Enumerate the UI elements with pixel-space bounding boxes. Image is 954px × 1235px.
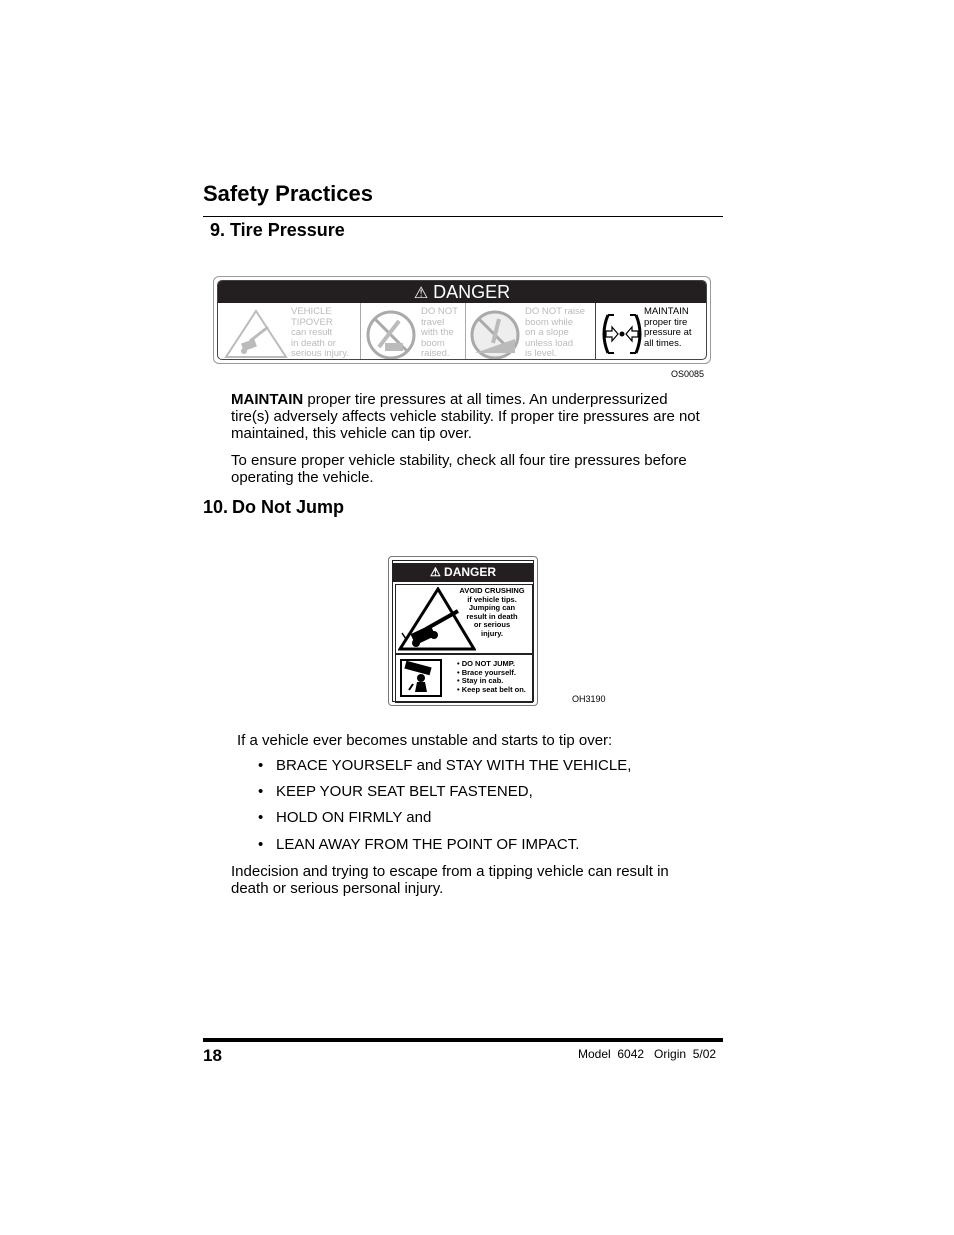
no-travel-boom-icon bbox=[365, 309, 417, 360]
list-item: • LEAN AWAY FROM THE POINT OF IMPACT. bbox=[258, 836, 580, 853]
jump-intro: If a vehicle ever becomes unstable and starts to tip over: bbox=[237, 732, 613, 749]
warning-triangle-icon: ⚠ bbox=[413, 285, 429, 302]
footer-model-origin: Model 6042 Origin 5/02 bbox=[578, 1047, 717, 1061]
danger-banner: ⚠ DANGER bbox=[393, 563, 533, 582]
tire-pressure-heading: 9. Tire Pressure bbox=[210, 220, 345, 240]
list-item: • HOLD ON FIRMLY and bbox=[258, 809, 432, 826]
section-title: Safety Practices bbox=[203, 181, 373, 206]
decal-lower-panel: • DO NOT JUMP. • Brace yourself. • Stay in cab. • Keep seat belt on. bbox=[395, 654, 533, 703]
decal-upper-panel: AVOID CRUSHING if vehicle tips. Jumping can result in death or serious injury. bbox=[395, 584, 533, 654]
do-not-jump-heading: 10. Do Not Jump bbox=[203, 497, 345, 517]
danger-banner: ⚠ DANGER bbox=[218, 281, 706, 303]
warning-triangle-icon: ⚠ bbox=[429, 565, 441, 579]
page-number: 18 bbox=[203, 1046, 222, 1065]
jump-danger-decal bbox=[388, 556, 538, 706]
seat-belt-operator-icon bbox=[399, 658, 451, 698]
no-raise-slope-icon bbox=[469, 309, 521, 360]
tipover-icon bbox=[224, 309, 288, 359]
list-item: • KEEP YOUR SEAT BELT FASTENED, bbox=[258, 783, 533, 800]
decal-cell-slope: DO NOT raise boom while on a slope unless load is level. bbox=[466, 303, 594, 359]
footer-rule bbox=[203, 1038, 723, 1042]
decal-cell-tire-pressure: MAINTAIN proper tire pressure at all times. bbox=[596, 303, 706, 359]
tire-paragraph-2: To ensure proper vehicle stability, check all four tire pressures before operating the vehicle. bbox=[231, 452, 687, 486]
jump-closing-paragraph: Indecision and trying to escape from a tipping vehicle can result in death or serious personal injury. bbox=[231, 863, 669, 897]
decal-cell-tipover: VEHICLE TIPOVER can result in death or serious injury. bbox=[218, 303, 356, 359]
tire-paragraph-1: MAINTAIN proper tire pressures at all times. An underpressurized tire(s) adversely affects vehicle stability. If proper tire pressures are not maintained, this vehicle can tip over. bbox=[231, 391, 700, 442]
tire-danger-decal bbox=[213, 276, 711, 364]
decal-cell-travel: DO NOT travel with the boom raised. bbox=[361, 303, 463, 359]
decal-code-oh3190: OH3190 bbox=[572, 694, 606, 704]
list-item: • BRACE YOURSELF and STAY WITH THE VEHICLE, bbox=[258, 757, 632, 774]
tire-pressure-icon bbox=[600, 311, 644, 357]
header-rule bbox=[203, 216, 723, 217]
decal-code-os0085: OS0085 bbox=[671, 369, 705, 379]
